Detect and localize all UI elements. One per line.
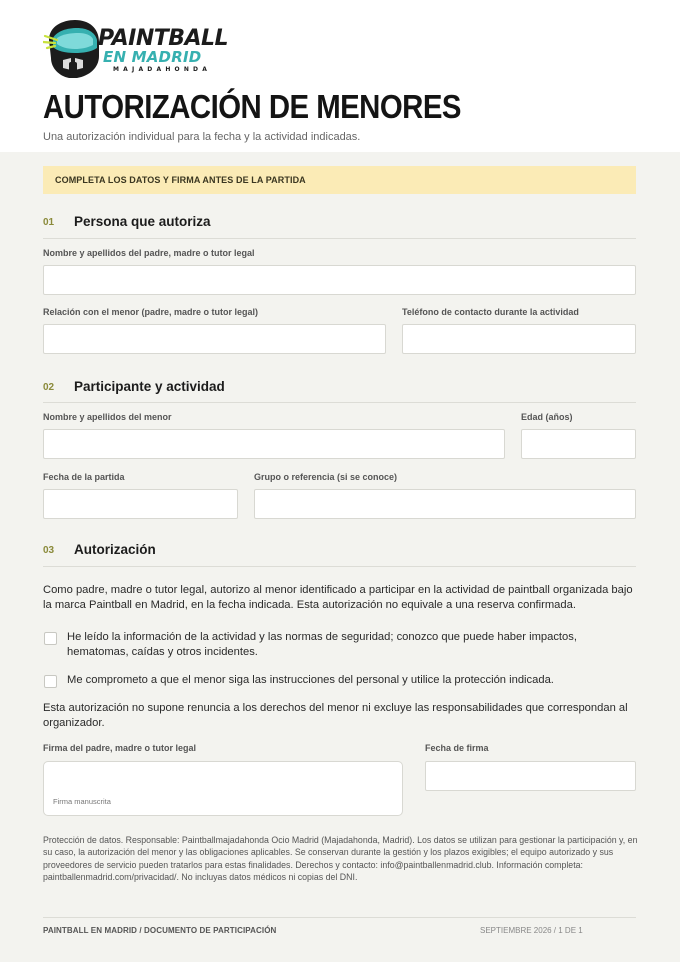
page-subtitle: Una autorización individual para la fecha y la actividad indicadas.	[43, 131, 361, 143]
section-3-number: 03	[43, 545, 55, 556]
minor-name-field[interactable]	[43, 429, 505, 459]
authorization-statement: Como padre, madre o tutor legal, autorizo al menor identificado a participar en la actividad de paintball organizada bajo la marca Paintball en Madrid, en la fecha indicada. Esta autorización no equivale a una reserva confirmada.	[43, 584, 633, 611]
group-reference-field[interactable]	[254, 489, 636, 519]
safety-rules-checkbox-label: He leído la información de la actividad y las normas de seguridad; conozco que puede haber impactos, hematomas, caídas y otros incidentes.	[67, 631, 577, 658]
logo-text-en-madrid: EN MADRID	[103, 48, 202, 66]
instruction-banner	[43, 166, 636, 194]
section-3-title: Autorización	[74, 542, 156, 557]
section-1-title: Persona que autoriza	[74, 214, 211, 229]
section-2-title: Participante y actividad	[74, 379, 225, 394]
game-date-label: Fecha de la partida	[43, 472, 125, 482]
group-reference-label: Grupo o referencia (si se conoce)	[254, 472, 398, 482]
sign-date-label: Fecha de firma	[425, 743, 489, 753]
footer-page-info: SEPTIEMBRE 2026 / 1 DE 1	[480, 926, 583, 935]
signature-field[interactable]	[43, 761, 403, 816]
document-header	[0, 0, 680, 152]
minor-name-label: Nombre y apellidos del menor	[43, 412, 172, 422]
form-body	[0, 152, 680, 962]
privacy-notice: Protección de datos. Responsable: Paintballmajadahonda Ocio Madrid (Majadahonda, Madrid). Los datos se utilizan para gestionar la participación y, en su caso, la autorización del menor y las obligaciones aplicables. Se conservan durante la gestión y los plazos exigibles; el equipo autorizado y sus proveedores de servicio pueden tratarlos para estas finalidades. Derechos y contacto: info@paintballenmadrid.club. Información completa: paintballenmadrid.com/privacidad/. No incluyas datos médicos ni copias del DNI.	[43, 835, 638, 883]
instruction-banner-text: COMPLETA LOS DATOS Y FIRMA ANTES DE LA PARTIDA	[55, 175, 306, 185]
footer-divider	[43, 917, 636, 918]
brand-logo	[43, 18, 243, 80]
relation-field[interactable]	[43, 324, 386, 354]
sign-date-field[interactable]	[425, 761, 636, 791]
logo-text-paintball: PAINTBALL	[98, 26, 229, 51]
signature-label: Firma del padre, madre o tutor legal	[43, 743, 197, 753]
guardian-name-label: Nombre y apellidos del padre, madre o tutor legal	[43, 248, 255, 258]
phone-field[interactable]	[402, 324, 636, 354]
section-1-number: 01	[43, 217, 55, 228]
relation-label: Relación con el menor (padre, madre o tutor legal)	[43, 307, 259, 317]
safety-rules-checkbox[interactable]	[44, 632, 57, 645]
age-label: Edad (años)	[521, 412, 573, 422]
staff-instructions-checkbox-label: Me comprometo a que el menor siga las instrucciones del personal y utilice la protección indicada.	[67, 674, 554, 686]
game-date-field[interactable]	[43, 489, 238, 519]
phone-label: Teléfono de contacto durante la actividad	[402, 307, 579, 317]
paintball-mask-icon	[43, 18, 103, 80]
rights-note: Esta autorización no supone renuncia a los derechos del menor ni excluye las responsabilidades que correspondan al organizador.	[43, 702, 628, 729]
signature-hint: Firma manuscrita	[53, 797, 111, 806]
page-title: AUTORIZACIÓN DE MENORES	[43, 88, 461, 125]
section-2-divider	[43, 402, 636, 403]
guardian-name-field[interactable]	[43, 265, 636, 295]
section-1-divider	[43, 238, 636, 239]
section-2-number: 02	[43, 382, 55, 393]
logo-text-majadahonda: MAJADAHONDA	[113, 66, 212, 73]
section-3-divider	[43, 566, 636, 567]
footer-document-name: PAINTBALL EN MADRID / DOCUMENTO DE PARTICIPACIÓN	[43, 926, 277, 935]
age-field[interactable]	[521, 429, 636, 459]
staff-instructions-checkbox[interactable]	[44, 675, 57, 688]
